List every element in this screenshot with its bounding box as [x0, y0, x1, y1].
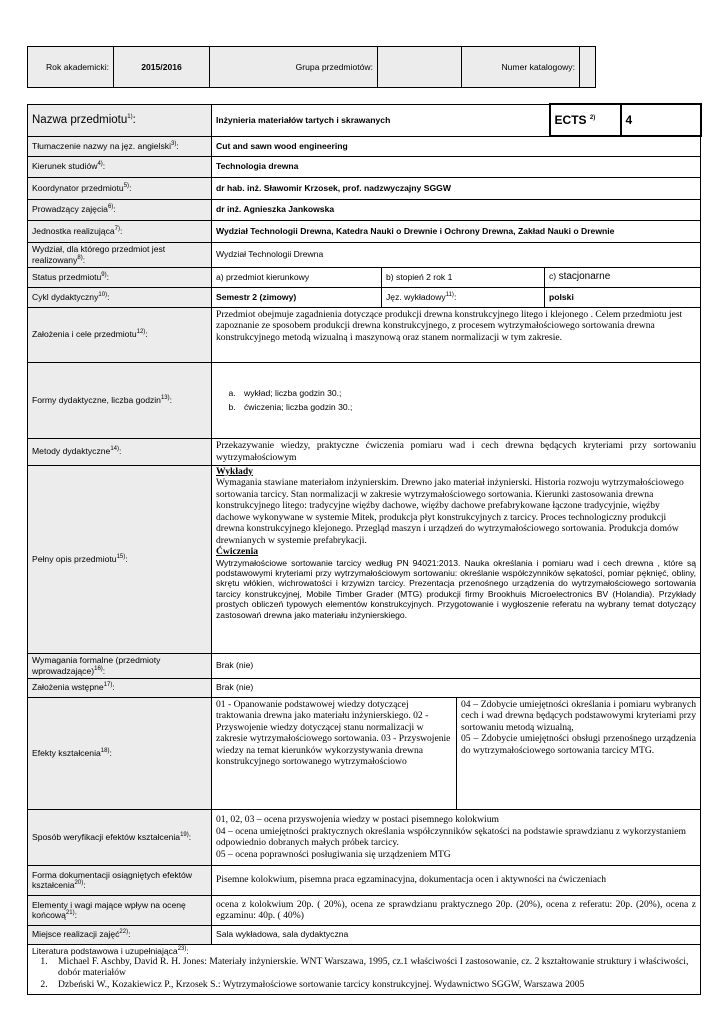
forms-item: b. ćwiczenia; liczba godzin 30.;: [238, 402, 696, 412]
place-value: Sala wykładowa, sala dydaktyczna: [212, 925, 701, 944]
formal-requirements-value: Brak (nie): [212, 653, 701, 678]
place-label: Miejsce realizacji zajęć$^{22)}$:: [28, 925, 212, 944]
academic-year-label: Rok akademicki:: [28, 47, 114, 88]
literature-item: 1. Michael F. Aschby, David R. H. Jones: Materiały inżynierskie. WNT Warszawa, 1995, cz.1 właściwości I zastosowanie, cz. 2 kształtowanie struktury i właściwości, dobór materiałów: [50, 956, 696, 979]
lectures-text: Wymagania stawiane materiałom inżynierskim. Drewno jako materiał inżynierski. Historia rozwoju wytrzymałościowego sortowania tarcicy. Stan normalizacji w zakresie wytrzymałościowego sortowania. Kierunki zastosowania drewna konstrukcyjnego litego: tradycyjne więźby dachowe, więźby dachowe prefabrykowane łączone tradycyjnie, więźby dachowe wykonywane w systemie Mitek, produkcja płyt konstrukcyjnych z tarcicy. Proces technologiczny produkcji drewna konstrukcyjnego klejonego. Przegląd maszyn i urządzeń do wytrzymałościowego sortowania. Produkcja domów drewnianych w systemie prefabrykacji.: [216, 477, 684, 546]
outcomes-label: Efekty kształcenia$^{18)}$:: [28, 697, 212, 809]
catalog-number-label: Numer katalogowy:: [462, 47, 580, 88]
coordinator-label: Koordynator przedmiotu$^{5)}$:: [28, 177, 212, 199]
outcomes-left: 01 - Opanowanie podstawowej wiedzy dotyczącej traktowania drewna jako materiału inżynierskiego. 02 - Przyswojenie wiedzy dotyczącej stanu normalizacji w zakresie wytrzymałościowego sortowania. 03 - Przyswojenie wiedzy na temat kierunków wykorzystywania drewna konstrukcyjnego sortowanego wytrzymałościowo: [212, 697, 457, 809]
catalog-number-value: [580, 47, 596, 88]
cycle-value: Semestr 2 (zimowy): [212, 287, 382, 307]
documentation-label: Forma dokumentacji osiągniętych efektów kształcenia$^{20)}$:: [28, 865, 212, 895]
subject-group-value: [378, 47, 462, 88]
unit-value: Wydział Technologii Drewna, Katedra Nauki o Drewnie i Ochrony Drewna, Zakład Nauki o Drewnie: [212, 220, 701, 242]
forms-list: [212, 362, 701, 438]
outcome-04: 04 – Zdobycie umiejętności określania i pomiaru wybranych cech i wad drewna będących podstawowymi kryteriami przy sortowaniu metodą wizualną,: [461, 698, 697, 733]
initial-assumptions-label: Założenia wstępne$^{17)}$:: [28, 678, 212, 697]
methods-text: Przekazywanie wiedzy, praktyczne ćwiczenia pomiaru wad i cech drewna będących kryteriami przy sortowaniu wytrzymałościowym: [212, 438, 701, 465]
description-body: [212, 465, 701, 653]
outcomes-right: [457, 697, 701, 809]
translation-label: Tłumaczenie nazwy na jęz. angielski$^{3)}$:: [28, 136, 212, 156]
verification-line: 01, 02, 03 – ocena przyswojenia wiedzy w postaci pisemnego kolokwium: [216, 814, 499, 825]
subject-group-label: Grupa przedmiotów:: [210, 47, 378, 88]
language-label: Jęz. wykładowy$^{11)}$:: [382, 287, 545, 307]
goals-text: Przedmiot obejmuje zagadnienia dotyczące produkcji drewna konstrukcyjnego litego i klejonego . Celem przedmiotu jest zapoznanie ze sposobem produkcji drewna konstrukcyjnego, z procesem wytrzymałościowego sortowania drewna konstrukcyjnego metodą wizualną i maszynową oraz stanem normalizacji w tym zakresie.: [212, 307, 701, 362]
literature-cell: [28, 944, 701, 994]
language-value: polski: [545, 287, 701, 307]
teacher-label: Prowadzący zajęcia$^{6)}$:: [28, 199, 212, 220]
verification-line: 05 – ocena poprawności posługiwania się urządzeniem MTG: [216, 848, 451, 860]
forms-label: Formy dydaktyczne, liczba godzin$^{13)}$:: [28, 362, 212, 438]
formal-requirements-label: Wymagania formalne (przedmioty wprowadzające)$^{16)}$:: [28, 653, 212, 678]
documentation-value: Pisemne kolokwium, pisemna praca egzaminacyjna, dokumentacja ocen i aktywności na ćwiczeniach: [212, 865, 701, 895]
translation-value: Cut and sawn wood engineering: [212, 136, 701, 156]
weights-label: Elementy i wagi mające wpływ na ocenę końcową$^{21)}$:: [28, 895, 212, 925]
header-table: [27, 46, 596, 88]
description-label: Pełny opis przedmiotu$^{15)}$:: [28, 465, 212, 653]
exercises-text: Wytrzymałościowe sortowanie tarcicy według PN 94021:2013. Nauka określania i pomiaru wad i cech drewna , które są podstawowymi kryteriami przy wytrzymałościowym sortowaniu: określanie współczynników sękatości, pomiar pęknięć, obliny, skrętu włókien, wichrowatości i krzywizn tarcicy. Prezentacja przenośnego urządzenia do wytrzymałościowego sortowania tarcicy konstrukcyjnej, Mobile Timber Grader (MTG) produkcji firmy Brookhuis Microelectronics BV (Holandia). Przykłady prostych obliczeń typowych elementów konstrukcyjnych. Przygotowanie i wygłoszenie referatu na wybrany temat dotyczący zastosowań drewna jako materiału inżynierskiego.: [216, 557, 697, 620]
verification-label: Sposób weryfikacji efektów kształcenia$^{19)}$:: [28, 809, 212, 865]
forms-item: a. wykład; liczba godzin 30.;: [238, 388, 696, 398]
status-b: b) stopień 2 rok 1: [382, 267, 545, 287]
lectures-title: Wykłady: [216, 465, 253, 477]
course-name-value: Inżynieria materiałów tartych i skrawanych: [212, 104, 550, 136]
initial-assumptions-value: Brak (nie): [212, 678, 701, 697]
unit-label: Jednostka realizująca$^{7)}$:: [28, 220, 212, 242]
academic-year-value: 2015/2016: [114, 47, 210, 88]
cycle-label: Cykl dydaktyczny$^{10)}$:: [28, 287, 212, 307]
weights-value: ocena z kolokwium 20p. ( 20%), ocena ze sprawdzianu praktycznego 20p. (20%), ocena z referatu: 20p. (20%), ocena z egzaminu: 40p. ( 40%): [212, 895, 701, 925]
faculty-label: Wydział, dla którego przedmiot jest realizowany$^{8)}$:: [28, 242, 212, 267]
teacher-value: dr inż. Agnieszka Jankowska: [212, 199, 701, 220]
ects-label: ECTS $^{2)}$: [550, 104, 621, 136]
verification-line: 04 – ocena umiejętności praktycznych określania współczynników sękatości na podstawie sprawdzianu z wykorzystaniem odpowiednio dobranych małych próbek tarcicy.: [216, 825, 686, 848]
ects-value: 4: [621, 104, 701, 136]
outcome-05: 05 – Zdobycie umiejętności obsługi przenośnego urządzenia do wytrzymałościowego sortowania tarcicy MTG.: [461, 733, 697, 756]
course-name-label: Nazwa przedmiotu$^{1)}$:: [28, 104, 212, 136]
status-a: a) przedmiot kierunkowy: [212, 267, 382, 287]
exercises-title: Ćwiczenia: [216, 546, 259, 557]
field-of-study-label: Kierunek studiów$^{4)}$:: [28, 156, 212, 177]
faculty-value: Wydział Technologii Drewna: [212, 242, 701, 267]
goals-label: Założenia i cele przedmiotu$^{12)}$:: [28, 307, 212, 362]
status-c: c) stacjonarne: [545, 267, 701, 287]
methods-label: Metody dydaktyczne$^{14)}$:: [28, 438, 212, 465]
literature-item: 2. Dzbeński W., Kozakiewicz P., Krzosek S.: Wytrzymałościowe sortowanie tarcicy konstrukcyjnej. Wydawnictwo SGGW, Warszawa 2005: [50, 979, 696, 991]
status-label: Status przedmiotu$^{9)}$:: [28, 267, 212, 287]
verification-text: [212, 809, 701, 865]
literature-label: Literatura podstawowa i uzupełniająca$^{23)}$:: [32, 945, 189, 956]
syllabus-table: [27, 103, 702, 995]
field-of-study-value: Technologia drewna: [212, 156, 701, 177]
coordinator-value: dr hab. inż. Sławomir Krzosek, prof. nadzwyczajny SGGW: [212, 177, 701, 199]
